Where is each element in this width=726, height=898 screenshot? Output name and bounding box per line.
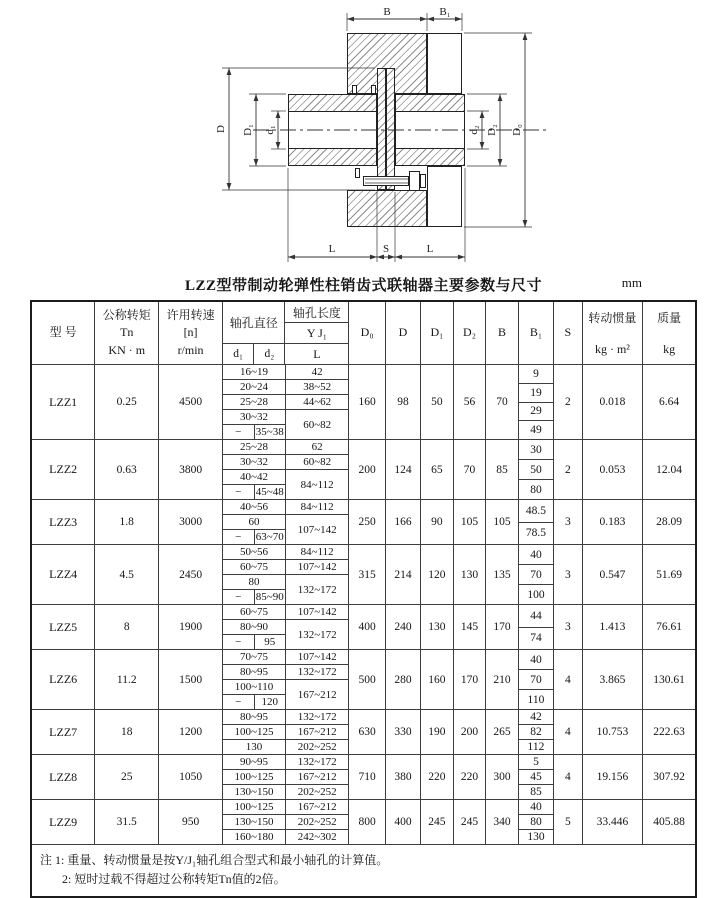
speed-cell: 1200 <box>159 710 223 755</box>
bore-diameter-value: 90~95 <box>240 756 268 768</box>
table-row <box>31 605 696 650</box>
table-row <box>31 500 696 545</box>
dim-label-l2: L <box>426 243 434 255</box>
bore-diameter-value: 50~56 <box>240 546 268 558</box>
title-bar <box>30 274 697 295</box>
s-cell: 3 <box>554 500 583 545</box>
table-row <box>31 650 696 710</box>
b-cell: 210 <box>486 650 519 710</box>
bore-group <box>223 784 348 799</box>
bore-length-value: 84~112 <box>285 545 348 559</box>
dim-label-b: B <box>383 6 391 18</box>
b1-cell <box>518 365 553 440</box>
mass-cell: 307.92 <box>643 755 696 800</box>
b1-value: 29 <box>519 402 553 421</box>
bore-diameter-value: 60 <box>248 516 260 528</box>
bore-diameter-value: 100~125 <box>234 726 274 738</box>
bore-length-value: 202~252 <box>285 740 348 754</box>
model-cell: LZZ3 <box>31 500 95 545</box>
bore-length-value: 38~52 <box>285 380 348 394</box>
d2-value: 95 <box>254 635 286 649</box>
header-S: S <box>554 301 583 365</box>
dim-label-dcap1: D₁ <box>242 124 254 136</box>
b1-cell <box>518 755 553 800</box>
header-d1: d₁ <box>233 348 243 360</box>
d-cell: 330 <box>385 710 420 755</box>
header-D1: D₁ <box>421 301 454 365</box>
bore-length-value: 107~142 <box>285 560 348 574</box>
d1-cell: 90 <box>421 500 454 545</box>
d2-cell: 70 <box>453 440 486 500</box>
bore-diameter-value: 80~90 <box>240 621 268 633</box>
bore-diameter-value: 100~110 <box>234 681 274 693</box>
d1-cell: 130 <box>421 605 454 650</box>
d1-dash: − <box>235 426 242 438</box>
speed-cell: 4500 <box>159 365 223 440</box>
d-cell: 166 <box>385 500 420 545</box>
bore-group <box>223 814 348 829</box>
bore-group <box>223 619 348 649</box>
d-cell: 380 <box>385 755 420 800</box>
b1-cell <box>518 440 553 500</box>
b1-value: 9 <box>533 367 539 380</box>
d1-cell: 160 <box>421 650 454 710</box>
speed-cell: 1050 <box>159 755 223 800</box>
bore-length-value: 60~82 <box>285 410 348 439</box>
bore-length-value: 202~252 <box>285 785 348 799</box>
note-1: 注 1: 重量、转动惯量是按Y/J₁轴孔组合型式和最小轴孔的计算值。 <box>40 853 389 867</box>
torque-cell: 8 <box>95 605 159 650</box>
bore-diameter-value: 60~75 <box>240 561 268 573</box>
s-cell: 3 <box>554 605 583 650</box>
table-row <box>31 755 696 800</box>
b1-value: 45 <box>519 769 553 784</box>
b1-value: 30 <box>530 443 542 456</box>
b1-cell <box>518 500 553 545</box>
s-cell: 4 <box>554 755 583 800</box>
s-cell: 2 <box>554 365 583 440</box>
d1-dash: − <box>235 591 242 603</box>
mass-cell: 12.04 <box>643 440 696 500</box>
d2-cell: 200 <box>453 710 486 755</box>
dim-label-dcap2: D₂ <box>486 124 498 136</box>
inertia-cell: 19.156 <box>582 755 643 800</box>
b-cell: 340 <box>486 800 519 845</box>
d1-cell: 50 <box>421 365 454 440</box>
d2-value: 63~70 <box>254 530 286 544</box>
mass-cell: 130.61 <box>643 650 696 710</box>
dim-label-d: D <box>215 125 227 133</box>
d1-cell: 245 <box>421 800 454 845</box>
notes-row <box>31 845 696 898</box>
b1-value: 110 <box>519 689 553 709</box>
bore-group <box>223 650 348 664</box>
d0-cell: 800 <box>349 800 386 845</box>
s-cell: 3 <box>554 545 583 605</box>
bore-group <box>223 605 348 619</box>
model-cell: LZZ5 <box>31 605 95 650</box>
b-cell: 70 <box>486 365 519 440</box>
b1-value: 74 <box>519 627 553 650</box>
bore-diameter-value: 25~28 <box>240 396 268 408</box>
bore-diameter-value: 80 <box>248 576 260 588</box>
header-inertia: 转动惯量 kg · m² <box>582 301 643 365</box>
d1-cell: 190 <box>421 710 454 755</box>
d2-cell: 245 <box>453 800 486 845</box>
inertia-cell: 0.183 <box>582 500 643 545</box>
bore-dl-cell <box>222 710 348 755</box>
dim-label-d2: d₂ <box>468 125 480 135</box>
dim-label-l1: L <box>328 243 336 255</box>
bore-length-value: 62 <box>285 440 348 454</box>
bore-dl-cell <box>222 545 348 605</box>
b1-value: 130 <box>519 829 553 844</box>
d1-cell: 65 <box>421 440 454 500</box>
d1-dash: − <box>235 696 242 708</box>
dim-label-d1: d₁ <box>264 125 276 135</box>
header-D: D <box>385 301 420 365</box>
header-D2: D₂ <box>453 301 486 365</box>
b-cell: 170 <box>486 605 519 650</box>
bore-diameter-value <box>223 484 285 499</box>
bore-length-value: 42 <box>285 365 348 379</box>
d0-cell: 400 <box>349 605 386 650</box>
torque-cell: 1.8 <box>95 500 159 545</box>
model-cell: LZZ7 <box>31 710 95 755</box>
bore-diameter-value: 160~180 <box>234 831 274 843</box>
bore-group <box>223 739 348 754</box>
page-title: LZZ型带制动轮弹性柱销齿式联轴器主要参数与尺寸 <box>184 278 543 294</box>
d0-cell: 250 <box>349 500 386 545</box>
bore-diameter-value: 30~32 <box>240 411 268 423</box>
bore-diameter-value: 70~75 <box>240 651 268 663</box>
torque-cell: 0.25 <box>95 365 159 440</box>
header-B1: B₁ <box>518 301 553 365</box>
speed-cell: 2450 <box>159 545 223 605</box>
b1-value: 19 <box>519 383 553 402</box>
bore-group <box>223 469 348 499</box>
inertia-cell: 3.865 <box>582 650 643 710</box>
d1-dash: − <box>235 486 242 498</box>
d0-cell: 630 <box>349 710 386 755</box>
bore-length-value: 132~172 <box>285 575 348 604</box>
bore-group <box>223 440 348 454</box>
b1-value: 82 <box>519 724 553 739</box>
bore-length-value: 84~112 <box>285 470 348 499</box>
d0-cell: 200 <box>349 440 386 500</box>
dimension-lines <box>0 0 726 272</box>
b1-value: 5 <box>533 756 539 768</box>
mass-cell: 6.64 <box>643 365 696 440</box>
d2-value: 45~48 <box>254 485 286 499</box>
b1-value: 50 <box>519 459 553 479</box>
torque-cell: 0.63 <box>95 440 159 500</box>
bore-dl-cell <box>222 650 348 710</box>
bore-group <box>223 500 348 514</box>
bore-length-value: 167~212 <box>285 680 348 709</box>
bore-diameter-value: 130~150 <box>234 786 274 798</box>
b1-value: 42 <box>530 711 542 723</box>
mass-cell: 222.63 <box>643 710 696 755</box>
header-mass: 质量 kg <box>643 301 696 365</box>
bore-diameter-value: 60~75 <box>240 606 268 618</box>
spec-table <box>30 300 697 898</box>
bore-group <box>223 545 348 559</box>
b1-value: 40 <box>530 801 542 813</box>
d-cell: 214 <box>385 545 420 605</box>
model-cell: LZZ9 <box>31 800 95 845</box>
d1-cell: 220 <box>421 755 454 800</box>
s-cell: 5 <box>554 800 583 845</box>
bore-group <box>223 829 348 844</box>
header-D0: D₀ <box>349 301 386 365</box>
d2-value: 35~38 <box>254 425 286 439</box>
note-2: 2: 短时过载不得超过公称转矩Tn值的2倍。 <box>62 871 286 886</box>
inertia-cell: 10.753 <box>582 710 643 755</box>
header-B: B <box>486 301 519 365</box>
bore-length-value: 44~62 <box>285 395 348 409</box>
d-cell: 240 <box>385 605 420 650</box>
b1-cell <box>518 710 553 755</box>
b1-cell <box>518 800 553 845</box>
s-cell: 2 <box>554 440 583 500</box>
b-cell: 105 <box>486 500 519 545</box>
bore-group <box>223 800 348 814</box>
torque-cell: 25 <box>95 755 159 800</box>
bore-length-value: 107~142 <box>285 605 348 619</box>
b1-value: 78.5 <box>519 522 553 545</box>
mass-cell: 51.69 <box>643 545 696 605</box>
bore-length-value: 167~212 <box>285 725 348 739</box>
bore-length-value: 107~142 <box>285 650 348 664</box>
inertia-cell: 0.053 <box>582 440 643 500</box>
bore-length-value: 202~252 <box>285 815 348 829</box>
b1-value: 70 <box>519 669 553 689</box>
inertia-cell: 0.018 <box>582 365 643 440</box>
d2-cell: 170 <box>453 650 486 710</box>
bore-length-value: 60~82 <box>285 455 348 469</box>
torque-cell: 4.5 <box>95 545 159 605</box>
dim-label-b1: B₁ <box>439 6 451 18</box>
bore-group <box>223 664 348 679</box>
b1-value: 100 <box>519 584 553 604</box>
table-row <box>31 545 696 605</box>
bore-group <box>223 559 348 574</box>
d2-value: 120 <box>254 695 286 709</box>
table-row <box>31 710 696 755</box>
bore-diameter-value: 25~28 <box>240 441 268 453</box>
bore-diameter-value: 130 <box>245 741 263 753</box>
dim-label-d0: D₀ <box>511 124 523 136</box>
b1-cell <box>518 650 553 710</box>
b-cell: 135 <box>486 545 519 605</box>
b1-cell <box>518 605 553 650</box>
header-model: 型 号 <box>31 301 95 365</box>
bore-group <box>223 394 348 409</box>
b1-value: 85 <box>519 784 553 799</box>
d0-cell: 160 <box>349 365 386 440</box>
speed-cell: 3800 <box>159 440 223 500</box>
coupling-diagram <box>0 0 726 272</box>
bore-diameter-value <box>223 589 285 604</box>
d2-cell: 220 <box>453 755 486 800</box>
torque-cell: 31.5 <box>95 800 159 845</box>
b1-value: 80 <box>519 479 553 499</box>
bore-diameter-value: 130~150 <box>234 816 274 828</box>
model-cell: LZZ4 <box>31 545 95 605</box>
bore-group <box>223 769 348 784</box>
bore-diameter-value: 80~95 <box>240 666 268 678</box>
b1-value: 40 <box>530 548 542 561</box>
s-cell: 4 <box>554 710 583 755</box>
bore-group <box>223 365 348 379</box>
bore-dl-cell <box>222 500 348 545</box>
model-cell: LZZ2 <box>31 440 95 500</box>
d0-cell: 315 <box>349 545 386 605</box>
bore-diameter-value: 100~125 <box>234 801 274 813</box>
bore-length-value: 167~212 <box>285 770 348 784</box>
d-cell: 124 <box>385 440 420 500</box>
d1-dash: − <box>235 531 242 543</box>
bore-group <box>223 454 348 469</box>
bore-length-value: 167~212 <box>285 800 348 814</box>
bore-length-value: 132~172 <box>285 620 348 649</box>
bore-length-value: 242~302 <box>285 830 348 844</box>
s-cell: 4 <box>554 650 583 710</box>
bore-length-value: 132~172 <box>285 710 348 724</box>
inertia-cell: 1.413 <box>582 605 643 650</box>
bore-group <box>223 514 348 544</box>
d-cell: 280 <box>385 650 420 710</box>
model-cell: LZZ1 <box>31 365 95 440</box>
bore-diameter-value: 80~95 <box>240 711 268 723</box>
speed-cell: 950 <box>159 800 223 845</box>
bore-diameter-value: 30~32 <box>240 456 268 468</box>
bore-length-value: 132~172 <box>285 755 348 769</box>
bore-diameter-value <box>223 529 285 544</box>
header-row <box>31 301 696 365</box>
b-cell: 265 <box>486 710 519 755</box>
header-bore-length: 轴孔长度 Y J₁ L <box>285 301 349 365</box>
d2-value: 85~90 <box>254 590 286 604</box>
bore-dl-cell <box>222 755 348 800</box>
bore-dl-cell <box>222 365 348 440</box>
bore-dl-cell <box>222 800 348 845</box>
notes-cell <box>31 845 696 898</box>
bore-group <box>223 379 348 394</box>
bore-diameter-value <box>223 424 285 439</box>
bore-dl-cell <box>222 605 348 650</box>
bore-diameter-value: 16~19 <box>240 366 268 378</box>
bore-diameter-value: 40~42 <box>240 471 268 483</box>
mass-cell: 28.09 <box>643 500 696 545</box>
inertia-cell: 0.547 <box>582 545 643 605</box>
b-cell: 85 <box>486 440 519 500</box>
b1-value: 49 <box>519 420 553 439</box>
model-cell: LZZ8 <box>31 755 95 800</box>
d0-cell: 500 <box>349 650 386 710</box>
bore-dl-cell <box>222 440 348 500</box>
d-cell: 400 <box>385 800 420 845</box>
d2-cell: 105 <box>453 500 486 545</box>
speed-cell: 3000 <box>159 500 223 545</box>
bore-diameter-value: 40~56 <box>240 501 268 513</box>
d0-cell: 710 <box>349 755 386 800</box>
dim-label-s: S <box>382 243 390 255</box>
bore-group <box>223 574 348 604</box>
table-row <box>31 440 696 500</box>
d2-cell: 56 <box>453 365 486 440</box>
bore-diameter-value <box>223 634 285 649</box>
bore-group <box>223 679 348 709</box>
header-d2: d₂ <box>253 344 284 364</box>
b1-value: 44 <box>530 609 542 622</box>
bore-group <box>223 724 348 739</box>
d2-cell: 130 <box>453 545 486 605</box>
torque-cell: 18 <box>95 710 159 755</box>
d1-dash: − <box>235 636 242 648</box>
b1-value: 48.5 <box>525 504 547 517</box>
b1-value: 70 <box>519 564 553 584</box>
bore-length-value: 84~112 <box>285 500 348 514</box>
speed-cell: 1500 <box>159 650 223 710</box>
bore-length-value: 107~142 <box>285 515 348 544</box>
table-row <box>31 365 696 440</box>
header-bore-diameter: 轴孔直径 d₁ d₂ <box>222 301 285 365</box>
d2-cell: 145 <box>453 605 486 650</box>
bore-group <box>223 409 348 439</box>
speed-cell: 1900 <box>159 605 223 650</box>
b-cell: 300 <box>486 755 519 800</box>
inertia-cell: 33.446 <box>582 800 643 845</box>
table-row <box>31 800 696 845</box>
bore-length-value: 132~172 <box>285 665 348 679</box>
bore-diameter-value: 100~125 <box>234 771 274 783</box>
d1-cell: 120 <box>421 545 454 605</box>
b1-value: 80 <box>519 814 553 829</box>
mass-cell: 76.61 <box>643 605 696 650</box>
model-cell: LZZ6 <box>31 650 95 710</box>
bore-group <box>223 755 348 769</box>
bore-diameter-value: 20~24 <box>240 381 268 393</box>
b1-value: 112 <box>519 739 553 754</box>
unit-label: mm <box>621 275 642 290</box>
mass-cell: 405.88 <box>643 800 696 845</box>
bore-group <box>223 710 348 724</box>
header-torque: 公称转矩 Tn KN · m <box>95 301 159 365</box>
b1-value: 40 <box>530 653 542 666</box>
bore-diameter-value <box>223 694 285 709</box>
header-speed: 许用转速 [n] r/min <box>159 301 223 365</box>
b1-cell <box>518 545 553 605</box>
torque-cell: 11.2 <box>95 650 159 710</box>
d-cell: 98 <box>385 365 420 440</box>
